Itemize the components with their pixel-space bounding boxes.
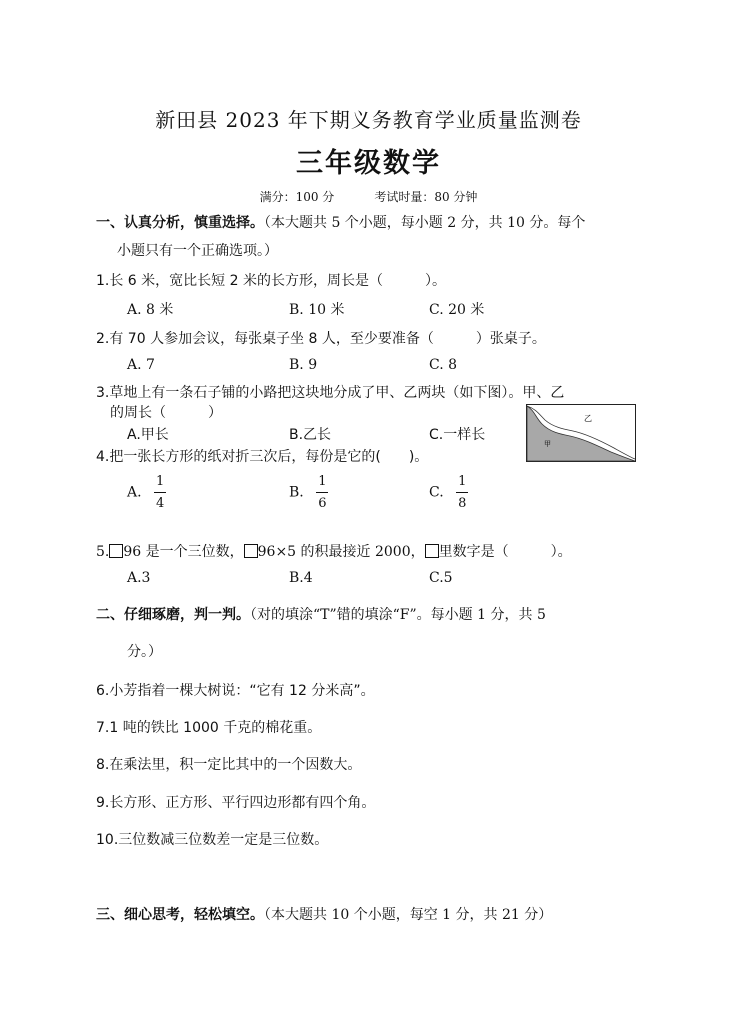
section1-note-cont: 小题只有一个正确选项。） bbox=[117, 243, 278, 259]
section3-title: 三、细心思考，轻松填空。 bbox=[96, 907, 264, 923]
q1-option-c[interactable]: C. 20 米 bbox=[429, 302, 485, 318]
q5-option-c[interactable]: C.5 bbox=[429, 570, 453, 586]
section2-note-cont: 分。） bbox=[127, 644, 162, 660]
question-1: 1.长 6 米，宽比长短 2 米的长方形，周长是（ ）。 bbox=[96, 273, 446, 289]
q3-option-a[interactable]: A.甲长 bbox=[127, 427, 169, 443]
q4-option-c[interactable] bbox=[429, 474, 468, 511]
q3-option-c[interactable]: C.一样长 bbox=[429, 427, 486, 443]
section2-title: 二、仔细琢磨，判一判。 bbox=[96, 607, 250, 623]
q2-option-b[interactable]: B. 9 bbox=[289, 357, 318, 373]
duration: 考试时量：80 分钟 bbox=[374, 190, 478, 204]
q1-option-b[interactable]: B. 10 米 bbox=[289, 302, 345, 318]
school-title: 新田县 2023 年下期义务教育学业质量监测卷 bbox=[155, 108, 582, 132]
exam-meta bbox=[0, 188, 737, 205]
section3-heading bbox=[96, 904, 552, 924]
q4-option-a-fraction: $\frac{1}{4}$ bbox=[156, 474, 165, 511]
question-2: 2.有 70 人参加会议，每张桌子坐 8 人，至少要准备（ ）张桌子。 bbox=[96, 331, 546, 347]
judgement-7: 7.1 吨的铁比 1000 千克的棉花重。 bbox=[96, 720, 322, 736]
q4-option-a[interactable] bbox=[127, 474, 166, 511]
label-yi: 乙 bbox=[584, 414, 592, 423]
exam-title: 三年级数学 bbox=[296, 148, 441, 179]
q4-option-c-label: C. bbox=[429, 484, 444, 501]
q1-option-a[interactable]: A. 8 米 bbox=[127, 302, 174, 318]
q2-option-a[interactable]: A. 7 bbox=[127, 357, 155, 373]
judgement-10: 10.三位数减三位数差一定是三位数。 bbox=[96, 832, 329, 848]
field-path-figure bbox=[526, 404, 636, 462]
question-3-cont: 的周长（ ） bbox=[110, 405, 222, 421]
judgement-9: 9.长方形、正方形、平行四边形都有四个角。 bbox=[96, 795, 376, 811]
q2-option-c[interactable]: C. 8 bbox=[429, 357, 458, 373]
section2-heading bbox=[96, 604, 546, 624]
q4-option-b[interactable] bbox=[289, 474, 328, 511]
blank-box[interactable] bbox=[109, 544, 123, 558]
q4-option-c-fraction: $\frac{1}{8}$ bbox=[458, 474, 467, 511]
section1-title: 一、认真分析，慎重选择。 bbox=[96, 215, 264, 231]
section3-note: （本大题共 10 个小题，每空 1 分，共 21 分） bbox=[264, 907, 553, 923]
section1-note: （本大题共 5 个小题，每小题 2 分，共 10 分。每个 bbox=[264, 215, 586, 231]
blank-box[interactable] bbox=[425, 544, 439, 558]
judgement-8: 8.在乘法里，积一定比其中的一个因数大。 bbox=[96, 757, 362, 773]
q4-option-b-fraction: $\frac{1}{6}$ bbox=[318, 474, 327, 511]
full-score: 满分：100 分 bbox=[259, 190, 335, 204]
q5-option-a[interactable]: A.3 bbox=[127, 570, 151, 586]
section2-note: （对的填涂“T”错的填涂“F”。每小题 1 分，共 5 bbox=[250, 607, 546, 623]
question-5: 5. 96 是一个三位数， 96×5 的积最接近 2000， 里数字是（ ）。 bbox=[96, 544, 572, 560]
judgement-6: 6.小芳指着一棵大树说：“它有 12 分米高”。 bbox=[96, 683, 375, 699]
blank-box[interactable] bbox=[244, 544, 258, 558]
q3-option-b[interactable]: B.乙长 bbox=[289, 427, 332, 443]
question-3: 3.草地上有一条石子铺的小路把这块地分成了甲、乙两块（如下图）。甲、乙 bbox=[96, 385, 565, 401]
q4-option-a-label: A. bbox=[127, 484, 142, 501]
question-4: 4.把一张长方形的纸对折三次后，每份是它的( )。 bbox=[96, 449, 429, 465]
q4-option-b-label: B. bbox=[289, 484, 304, 501]
label-jia: 甲 bbox=[544, 440, 551, 448]
section1-heading bbox=[96, 212, 585, 232]
q5-option-b[interactable]: B.4 bbox=[289, 570, 313, 586]
